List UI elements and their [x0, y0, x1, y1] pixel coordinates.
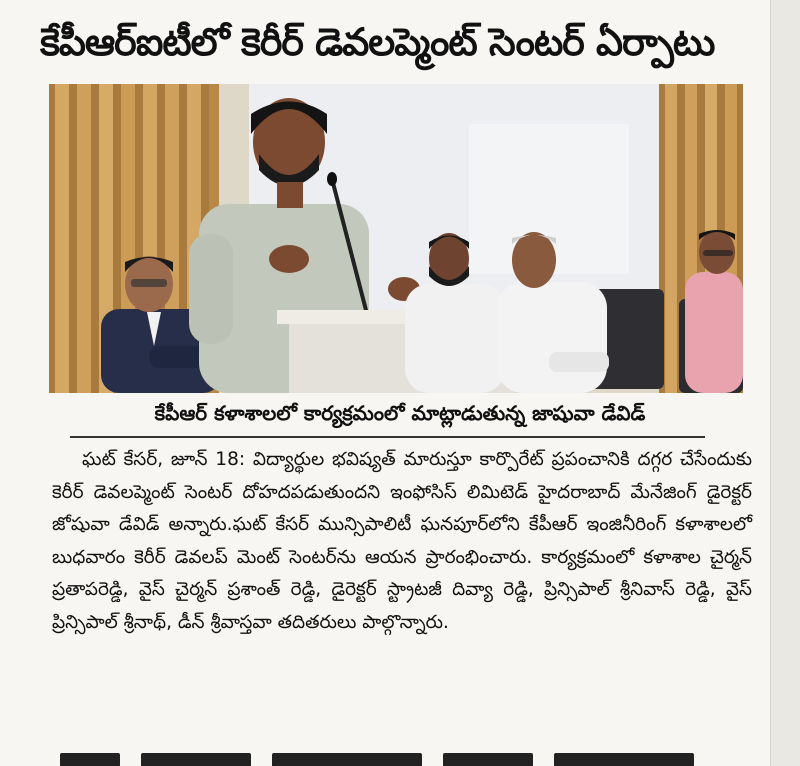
article-paragraph: ఘట్ కేసర్, జూన్ 18: విద్యార్థుల భవిష్యత్ మారుస్తూ కార్పొరేట్ ప్రపంచానికి దగ్గర చేసేందుకు కెరీర్ డెవలప్మెంట్ సెంటర్ దోహదపడుతుందని ఇంఫోసిస్ లిమిటెడ్ హైదరాబాద్ మేనేజింగ్ డైరెక్టర్ జోషువా డేవిడ్ అన్నారు.ఘట్ కేసర్ మున్సిపాలిటీ ఘనపూర్‌లోని కేపీఆర్ ఇంజినీరింగ్ కళాశాలలో బుధవారం కెరీర్ డెవలప్ మెంట్ సెంటర్‌ను ఆయన ప్రారంభించారు. కార్యక్రమంలో కళాశాల చైర్మన్ ప్రతాపరెడ్డి, వైస్ చైర్మన్ ప్రశాంత్ రెడ్డి, డైరెక్టర్ స్ట్రాటజీ దివ్యా రెడ్డి, ప్రిన్సిపాల్ శ్రీనివాస్ రెడ్డి, వైస్ ప్రిన్సిపాల్ శ్రీనాథ్, డీన్ శ్రీవాస్తవా తదితరులు పాల్గొన్నారు.: [52, 449, 752, 633]
adjacent-page-edge: [770, 0, 800, 766]
cropped-glyphs: [141, 753, 251, 766]
article-photo: [49, 84, 743, 393]
event-photo-illustration: [49, 84, 743, 393]
next-headline-cropped: [60, 752, 720, 766]
cropped-glyphs: [443, 753, 533, 766]
article-headline: కేపీఆర్ఐటీలో కెరీర్ డెవలప్మెంట్ సెంటర్ ఏర్పాటు: [40, 20, 715, 64]
photo-caption: కేపీఆర్ కళాశాలలో కార్యక్రమంలో మాట్లాడుతున్న జాషువా డేవిడ్: [154, 401, 646, 425]
divider: [70, 436, 705, 438]
cropped-glyphs: [554, 753, 694, 766]
cropped-glyphs: [272, 753, 422, 766]
article-body: [52, 444, 752, 640]
cropped-glyphs: [60, 753, 120, 766]
